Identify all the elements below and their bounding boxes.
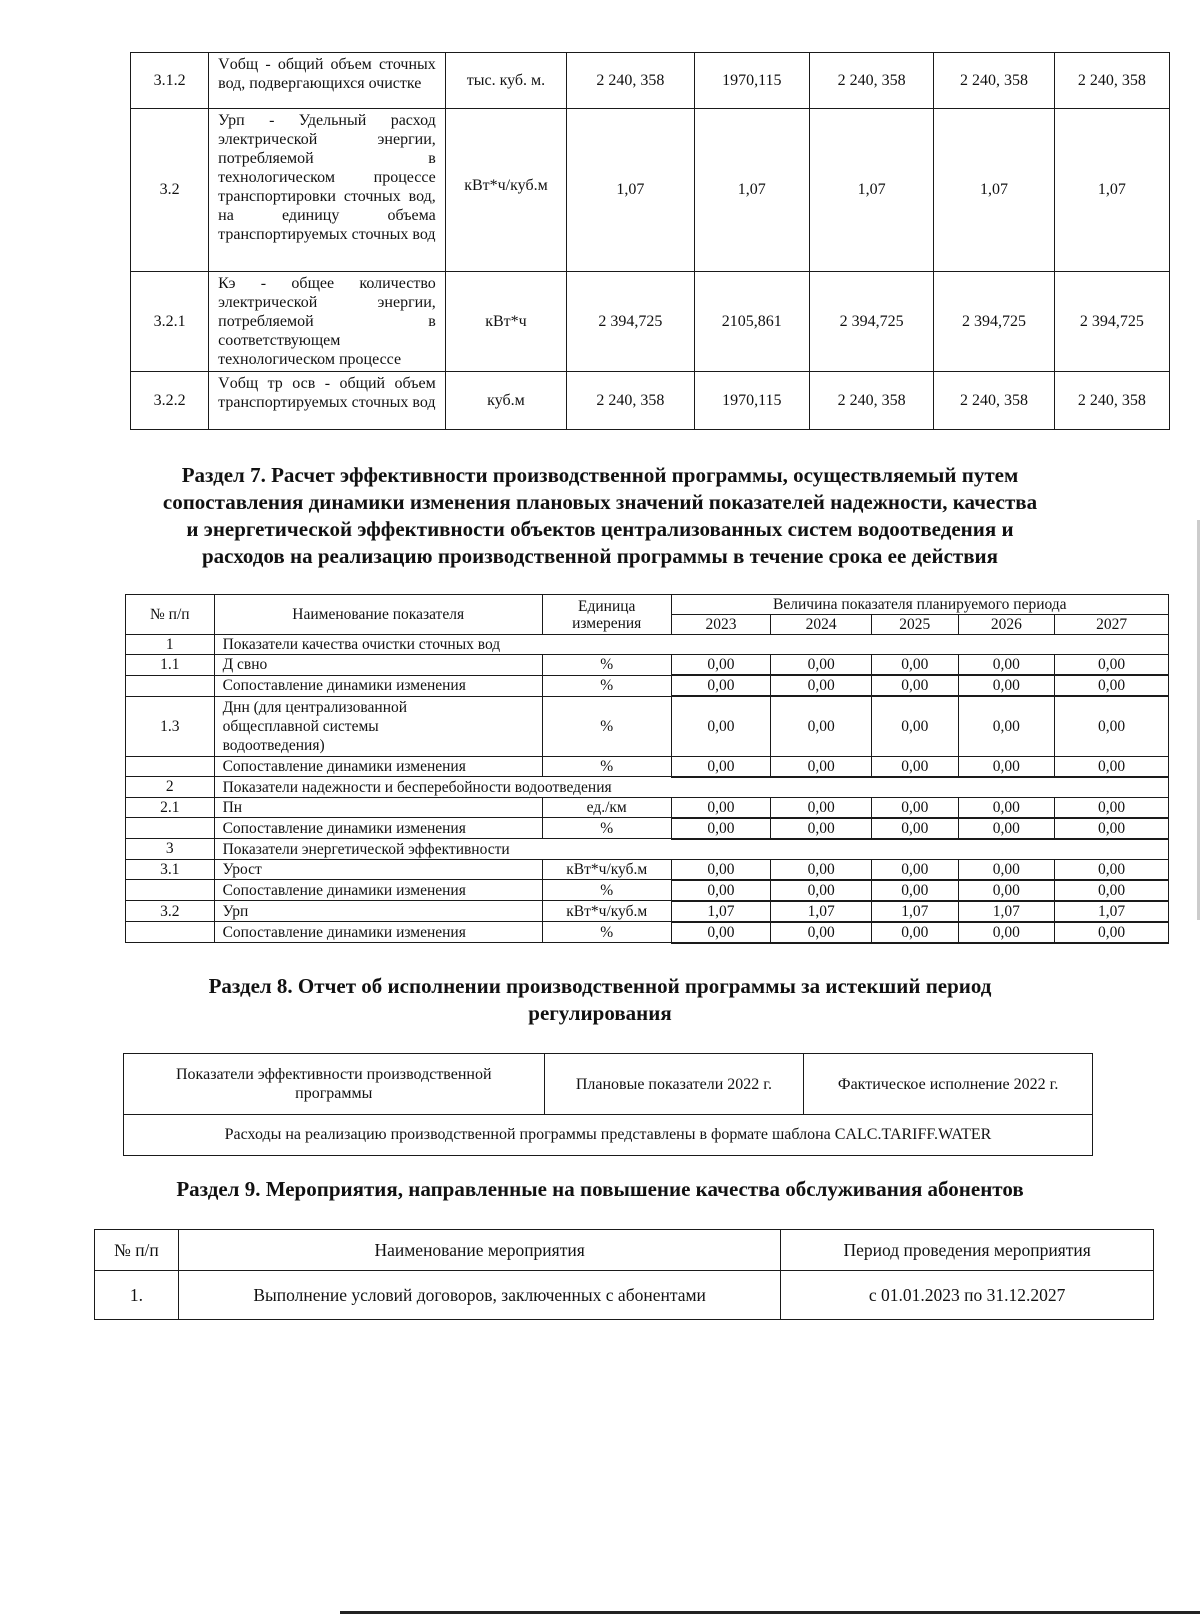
row-number: 1. [95, 1271, 179, 1320]
row-number: 3.2 [131, 109, 209, 272]
value-cell: 0,00 [871, 696, 958, 756]
column-header-year: 2026 [958, 615, 1055, 635]
measure-name: Выполнение условий договоров, заключенных с абонентами [178, 1271, 780, 1320]
value-cell: 2105,861 [694, 272, 809, 372]
value-cell: 0,00 [1055, 797, 1169, 818]
column-header-year: 2027 [1055, 615, 1169, 635]
value-cell: 0,00 [871, 797, 958, 818]
unit-cell: % [542, 675, 671, 696]
value-cell: 0,00 [958, 675, 1055, 696]
title-line: Раздел 8. Отчет об исполнении производственной программы за истекший период [208, 974, 992, 998]
table-row [131, 372, 1170, 430]
value-cell: 2 240, 358 [809, 53, 933, 109]
column-header-indicators: Показатели эффективности производственной программы [124, 1054, 545, 1115]
row-number: 3.2.2 [131, 372, 209, 430]
value-cell: 0,00 [671, 696, 771, 756]
indicator-description: Vобщ - общий объем сточных вод, подвергающихся очистке [209, 53, 446, 109]
value-cell: 1,07 [671, 901, 771, 922]
unit-cell: тыс. куб. м. [445, 53, 566, 109]
column-header-unit: Единица измерения [542, 595, 671, 635]
value-cell: 0,00 [671, 859, 771, 880]
column-header-year: 2023 [671, 615, 771, 635]
indicator-name: Сопоставление динамики изменения [214, 880, 542, 901]
column-header-plan: Плановые показатели 2022 г. [544, 1054, 804, 1115]
value-cell: 1,07 [809, 109, 933, 272]
table-row [126, 655, 1169, 676]
value-cell: 0,00 [871, 922, 958, 943]
row-number: 2.1 [126, 797, 215, 818]
unit-cell: кВт*ч/куб.м [542, 901, 671, 922]
unit-cell: кВт*ч [445, 272, 566, 372]
indicator-name: Сопоставление динамики изменения [214, 675, 542, 696]
value-cell: 1,07 [958, 901, 1055, 922]
section-8-title [0, 973, 1200, 1027]
unit-cell: % [542, 922, 671, 943]
table-row [126, 880, 1169, 901]
value-cell: 0,00 [958, 880, 1055, 901]
value-cell: 0,00 [671, 797, 771, 818]
row-number [126, 922, 215, 943]
section-row [126, 839, 1169, 860]
value-cell: 0,00 [958, 922, 1055, 943]
value-cell: 1,07 [934, 109, 1054, 272]
header-row [126, 595, 1169, 615]
value-cell: 1970,115 [694, 53, 809, 109]
value-cell: 0,00 [871, 880, 958, 901]
column-header-number: № п/п [126, 595, 215, 635]
row-number: 1.3 [126, 696, 215, 756]
value-cell: 0,00 [671, 922, 771, 943]
indicator-description: Кэ - общее количество электрической энергии, потребляемой в соответствующем технологическом процессе [209, 272, 446, 372]
value-cell: 0,00 [771, 696, 872, 756]
value-cell: 1,07 [871, 901, 958, 922]
indicator-name: Днн (для централизованной общесплавной системы водоотведения) [214, 696, 542, 756]
column-header-period: Период проведения мероприятия [781, 1230, 1154, 1271]
value-cell: 2 240, 358 [1054, 53, 1169, 109]
header-row [124, 1054, 1093, 1115]
measure-period: с 01.01.2023 по 31.12.2027 [781, 1271, 1154, 1320]
indicator-name: Сопоставление динамики изменения [214, 756, 542, 777]
value-cell: 0,00 [771, 675, 872, 696]
column-header-measure: Наименование мероприятия [178, 1230, 780, 1271]
title-line: регулирования [528, 1001, 672, 1025]
row-number: 3.1 [126, 859, 215, 880]
value-cell: 0,00 [1055, 696, 1169, 756]
value-cell: 0,00 [671, 655, 771, 676]
value-cell: 0,00 [771, 880, 872, 901]
table-row [124, 1115, 1093, 1156]
table-row [131, 109, 1170, 272]
expenses-note: Расходы на реализацию производственной программы представлены в формате шаблона CALC.TARIFF.WATER [124, 1115, 1093, 1156]
unit-cell: % [542, 655, 671, 676]
table-row [126, 901, 1169, 922]
table-row [126, 859, 1169, 880]
indicator-name: Д свно [214, 655, 542, 676]
value-cell: 1,07 [1054, 109, 1169, 272]
value-cell: 0,00 [671, 675, 771, 696]
value-cell: 0,00 [1055, 675, 1169, 696]
value-cell: 0,00 [771, 922, 872, 943]
value-cell: 0,00 [871, 859, 958, 880]
value-cell: 2 240, 358 [809, 372, 933, 430]
column-header-year: 2024 [771, 615, 872, 635]
row-number [126, 675, 215, 696]
unit-cell: % [542, 756, 671, 777]
title-line: Раздел 7. Расчет эффективности производственной программы, осуществляемый путем [181, 463, 1019, 487]
value-cell: 0,00 [958, 797, 1055, 818]
section-7-title [0, 462, 1200, 570]
section-row [126, 777, 1169, 798]
value-cell: 1970,115 [694, 372, 809, 430]
unit-cell: кВт*ч/куб.м [542, 859, 671, 880]
value-cell: 2 394,725 [809, 272, 933, 372]
table-row [126, 922, 1169, 943]
measures-table [94, 1229, 1154, 1320]
unit-cell: куб.м [445, 372, 566, 430]
value-cell: 0,00 [771, 756, 872, 777]
column-header-actual: Фактическое исполнение 2022 г. [804, 1054, 1093, 1115]
column-header-period: Величина показателя планируемого периода [671, 595, 1168, 615]
value-cell: 0,00 [958, 655, 1055, 676]
row-number [126, 880, 215, 901]
value-cell: 0,00 [771, 797, 872, 818]
value-cell: 0,00 [871, 818, 958, 839]
efficiency-table [125, 594, 1169, 944]
value-cell: 0,00 [1055, 756, 1169, 777]
value-cell: 0,00 [1055, 655, 1169, 676]
value-cell: 1,07 [771, 901, 872, 922]
value-cell: 0,00 [871, 675, 958, 696]
title-line: и энергетической эффективности объектов централизованных систем водоотведения и [186, 517, 1014, 541]
value-cell: 0,00 [1055, 859, 1169, 880]
value-cell: 0,00 [958, 696, 1055, 756]
value-cell: 1,07 [694, 109, 809, 272]
value-cell: 2 394,725 [1054, 272, 1169, 372]
section-row [126, 635, 1169, 655]
value-cell: 0,00 [871, 756, 958, 777]
unit-cell: кВт*ч/куб.м [445, 109, 566, 272]
table-row [131, 272, 1170, 372]
value-cell: 0,00 [958, 859, 1055, 880]
indicator-name: Пн [214, 797, 542, 818]
row-number: 2 [126, 777, 215, 798]
table-row [126, 818, 1169, 839]
value-cell: 2 240, 358 [567, 372, 695, 430]
row-number [126, 818, 215, 839]
indicators-continuation-table [130, 52, 1170, 430]
row-number [126, 756, 215, 777]
indicator-description: Урп - Удельный расход электрической энергии, потребляемой в технологическом процессе транспортировки сточных вод, на единицу объема транспортируемых сточных вод [209, 109, 446, 272]
column-header-name: Наименование показателя [214, 595, 542, 635]
value-cell: 0,00 [958, 756, 1055, 777]
title-line: сопоставления динамики изменения плановых значений показателей надежности, качества [162, 490, 1038, 514]
unit-cell: ед./км [542, 797, 671, 818]
table-row [126, 675, 1169, 696]
unit-cell: % [542, 818, 671, 839]
section-name: Показатели надежности и бесперебойности водоотведения [214, 777, 1168, 798]
unit-cell: % [542, 880, 671, 901]
value-cell: 0,00 [771, 655, 872, 676]
row-number: 3.2 [126, 901, 215, 922]
unit-cell: % [542, 696, 671, 756]
value-cell: 0,00 [1055, 880, 1169, 901]
section-name: Показатели качества очистки сточных вод [214, 635, 1168, 655]
indicator-name: Урп [214, 901, 542, 922]
value-cell: 0,00 [671, 880, 771, 901]
value-cell: 1,07 [1055, 901, 1169, 922]
column-header-number: № п/п [95, 1230, 179, 1271]
table-row [95, 1271, 1154, 1320]
value-cell: 0,00 [771, 859, 872, 880]
row-number: 1.1 [126, 655, 215, 676]
title-line: расходов на реализацию производственной программы в течение срока ее действия [201, 544, 999, 568]
table-row [126, 797, 1169, 818]
table-row [126, 756, 1169, 777]
indicator-description: Vобщ тр осв - общий объем транспортируемых сточных вод [209, 372, 446, 430]
table-row [126, 696, 1169, 756]
row-number: 3.1.2 [131, 53, 209, 109]
indicator-name: Сопоставление динамики изменения [214, 818, 542, 839]
value-cell: 2 240, 358 [567, 53, 695, 109]
section-9-title: Раздел 9. Мероприятия, направленные на повышение качества обслуживания абонентов [176, 1177, 1024, 1201]
value-cell: 0,00 [771, 818, 872, 839]
value-cell: 0,00 [671, 818, 771, 839]
value-cell: 1,07 [567, 109, 695, 272]
column-header-year: 2025 [871, 615, 958, 635]
indicator-name: Урост [214, 859, 542, 880]
table-row [131, 53, 1170, 109]
value-cell: 2 394,725 [934, 272, 1054, 372]
indicator-name: Сопоставление динамики изменения [214, 922, 542, 943]
value-cell: 0,00 [958, 818, 1055, 839]
row-number: 1 [126, 635, 215, 655]
row-number: 3 [126, 839, 215, 860]
value-cell: 2 394,725 [567, 272, 695, 372]
row-number: 3.2.1 [131, 272, 209, 372]
header-row [95, 1230, 1154, 1271]
value-cell: 0,00 [1055, 922, 1169, 943]
value-cell: 2 240, 358 [934, 53, 1054, 109]
value-cell: 0,00 [1055, 818, 1169, 839]
section-name: Показатели энергетической эффективности [214, 839, 1168, 860]
value-cell: 2 240, 358 [1054, 372, 1169, 430]
value-cell: 0,00 [871, 655, 958, 676]
value-cell: 2 240, 358 [934, 372, 1054, 430]
value-cell: 0,00 [671, 756, 771, 777]
report-table [123, 1053, 1093, 1156]
